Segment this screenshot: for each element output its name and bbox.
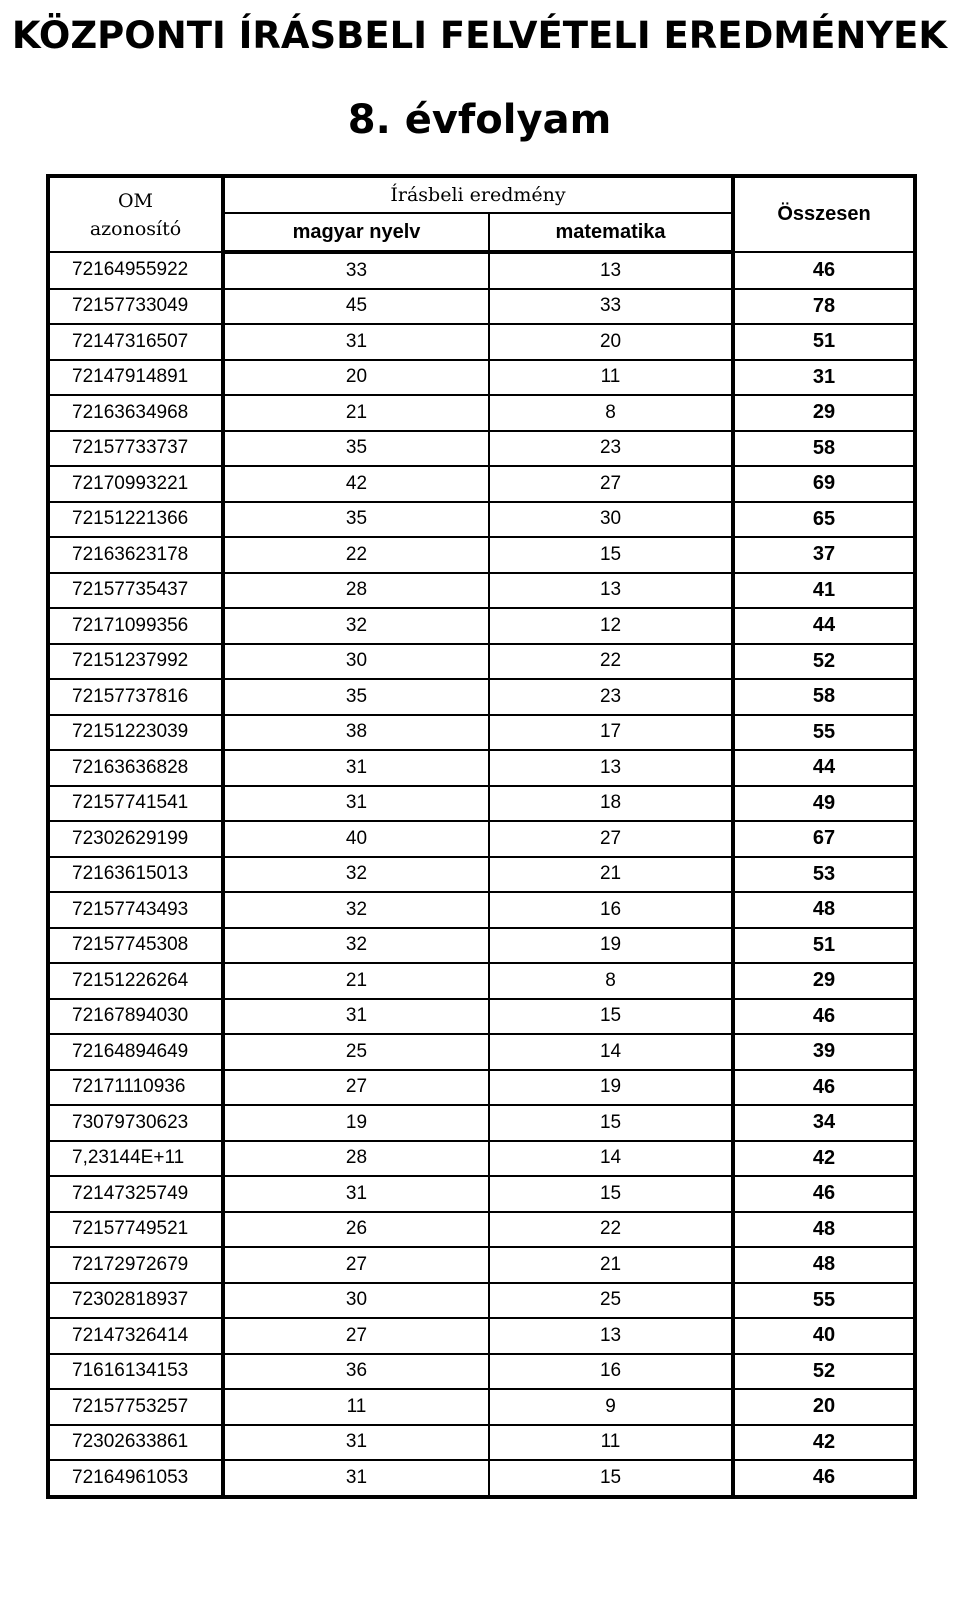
math-score-cell: 19 [489, 928, 733, 964]
total-score-cell: 78 [733, 289, 915, 325]
total-score-cell: 31 [733, 360, 915, 396]
math-score-cell: 15 [489, 537, 733, 573]
math-score-cell: 22 [489, 644, 733, 680]
om-id-cell: 71616134153 [48, 1354, 223, 1390]
table-row [48, 892, 915, 928]
written-result-header: Írásbeli eredmény [223, 176, 733, 213]
hungarian-score-cell: 31 [223, 1460, 489, 1497]
hungarian-score-cell: 30 [223, 644, 489, 680]
om-id-cell: 72157733737 [48, 431, 223, 467]
page-title: KÖZPONTI ÍRÁSBELI FELVÉTELI EREDMÉNYEK [11, 14, 948, 57]
hungarian-score-cell: 35 [223, 431, 489, 467]
table-row [48, 1141, 915, 1177]
total-score-cell: 29 [733, 395, 915, 431]
table-row [48, 644, 915, 680]
om-id-cell: 73079730623 [48, 1105, 223, 1141]
total-score-cell: 44 [733, 750, 915, 786]
hungarian-score-cell: 19 [223, 1105, 489, 1141]
hungarian-score-cell: 40 [223, 821, 489, 857]
table-row [48, 608, 915, 644]
om-id-cell: 72147325749 [48, 1176, 223, 1212]
hungarian-score-cell: 31 [223, 324, 489, 360]
hungarian-score-cell: 31 [223, 1176, 489, 1212]
total-score-cell: 29 [733, 963, 915, 999]
om-id-header-line1: OM [117, 189, 154, 212]
math-score-cell: 14 [489, 1034, 733, 1070]
hungarian-score-cell: 36 [223, 1354, 489, 1390]
math-score-cell: 25 [489, 1283, 733, 1319]
om-id-cell: 72171099356 [48, 608, 223, 644]
om-id-cell: 72147914891 [48, 360, 223, 396]
om-id-cell: 72157743493 [48, 892, 223, 928]
table-row [48, 1389, 915, 1425]
total-score-cell: 58 [733, 431, 915, 467]
math-score-cell: 15 [489, 1105, 733, 1141]
table-row [48, 252, 915, 289]
total-score-cell: 41 [733, 573, 915, 609]
hungarian-score-cell: 32 [223, 928, 489, 964]
table-row [48, 324, 915, 360]
hungarian-score-cell: 31 [223, 750, 489, 786]
hungarian-score-cell: 31 [223, 786, 489, 822]
math-score-cell: 16 [489, 1354, 733, 1390]
total-score-cell: 46 [733, 1176, 915, 1212]
om-id-cell: 72157753257 [48, 1389, 223, 1425]
table-row [48, 1070, 915, 1106]
table-row [48, 1105, 915, 1141]
table-row [48, 289, 915, 325]
total-score-cell: 49 [733, 786, 915, 822]
total-score-cell: 34 [733, 1105, 915, 1141]
table-row [48, 679, 915, 715]
table-header [48, 176, 915, 252]
hungarian-score-cell: 27 [223, 1070, 489, 1106]
total-score-cell: 52 [733, 644, 915, 680]
math-header: matematika [489, 213, 733, 252]
math-score-cell: 17 [489, 715, 733, 751]
table-row [48, 395, 915, 431]
om-id-cell: 72163634968 [48, 395, 223, 431]
om-id-cell: 72164894649 [48, 1034, 223, 1070]
om-id-header-line2: azonosító [89, 217, 182, 240]
om-id-cell: 72157749521 [48, 1212, 223, 1248]
total-score-cell: 42 [733, 1425, 915, 1461]
math-score-cell: 12 [489, 608, 733, 644]
hungarian-score-cell: 28 [223, 573, 489, 609]
om-id-cell: 72302633861 [48, 1425, 223, 1461]
om-id-cell: 72157733049 [48, 289, 223, 325]
total-score-cell: 46 [733, 1460, 915, 1497]
om-id-cell: 72151237992 [48, 644, 223, 680]
om-id-header [48, 176, 223, 252]
results-table [46, 174, 917, 1499]
hungarian-score-cell: 32 [223, 608, 489, 644]
om-id-cell: 72171110936 [48, 1070, 223, 1106]
hungarian-score-cell: 21 [223, 395, 489, 431]
table-row [48, 1425, 915, 1461]
table-row [48, 715, 915, 751]
total-score-cell: 37 [733, 537, 915, 573]
hungarian-score-cell: 30 [223, 1283, 489, 1319]
hungarian-score-cell: 22 [223, 537, 489, 573]
hungarian-score-cell: 11 [223, 1389, 489, 1425]
math-score-cell: 20 [489, 324, 733, 360]
math-score-cell: 15 [489, 1176, 733, 1212]
om-id-cell: 72163636828 [48, 750, 223, 786]
total-score-cell: 46 [733, 999, 915, 1035]
om-id-cell: 72163615013 [48, 857, 223, 893]
hungarian-score-cell: 33 [223, 252, 489, 289]
hungarian-score-cell: 20 [223, 360, 489, 396]
total-score-cell: 46 [733, 252, 915, 289]
om-id-cell: 72302818937 [48, 1283, 223, 1319]
table-row [48, 466, 915, 502]
math-score-cell: 14 [489, 1141, 733, 1177]
total-score-cell: 48 [733, 1247, 915, 1283]
total-score-cell: 58 [733, 679, 915, 715]
hungarian-score-cell: 32 [223, 857, 489, 893]
hungarian-score-cell: 21 [223, 963, 489, 999]
total-score-cell: 55 [733, 1283, 915, 1319]
hungarian-score-cell: 45 [223, 289, 489, 325]
hungarian-score-cell: 27 [223, 1318, 489, 1354]
om-id-cell: 72164961053 [48, 1460, 223, 1497]
table-row [48, 963, 915, 999]
math-score-cell: 15 [489, 1460, 733, 1497]
math-score-cell: 16 [489, 892, 733, 928]
hungarian-score-cell: 42 [223, 466, 489, 502]
total-score-cell: 48 [733, 892, 915, 928]
hungarian-score-cell: 26 [223, 1212, 489, 1248]
math-score-cell: 23 [489, 679, 733, 715]
page-subtitle: 8. évfolyam [347, 97, 612, 143]
math-score-cell: 33 [489, 289, 733, 325]
math-score-cell: 13 [489, 252, 733, 289]
total-score-cell: 53 [733, 857, 915, 893]
hungarian-score-cell: 35 [223, 679, 489, 715]
table-row [48, 999, 915, 1035]
total-score-cell: 46 [733, 1070, 915, 1106]
table-body [48, 252, 915, 1497]
total-score-cell: 55 [733, 715, 915, 751]
total-score-cell: 67 [733, 821, 915, 857]
hungarian-score-cell: 25 [223, 1034, 489, 1070]
hungarian-score-cell: 38 [223, 715, 489, 751]
om-id-cell: 72151221366 [48, 502, 223, 538]
math-score-cell: 21 [489, 857, 733, 893]
table-row [48, 786, 915, 822]
total-score-cell: 40 [733, 1318, 915, 1354]
table-row [48, 750, 915, 786]
table-row [48, 1176, 915, 1212]
hungarian-score-cell: 27 [223, 1247, 489, 1283]
math-score-cell: 15 [489, 999, 733, 1035]
om-id-cell: 72157745308 [48, 928, 223, 964]
hungarian-score-cell: 31 [223, 1425, 489, 1461]
table-row [48, 1247, 915, 1283]
hungarian-score-cell: 31 [223, 999, 489, 1035]
om-id-cell: 72157735437 [48, 573, 223, 609]
total-score-cell: 51 [733, 324, 915, 360]
om-id-cell: 72151226264 [48, 963, 223, 999]
table-row [48, 1034, 915, 1070]
table-row [48, 431, 915, 467]
total-score-cell: 69 [733, 466, 915, 502]
total-score-cell: 65 [733, 502, 915, 538]
table-row [48, 573, 915, 609]
math-score-cell: 9 [489, 1389, 733, 1425]
om-id-cell: 72164955922 [48, 252, 223, 289]
om-id-cell: 72157741541 [48, 786, 223, 822]
math-score-cell: 30 [489, 502, 733, 538]
om-id-cell: 72170993221 [48, 466, 223, 502]
hungarian-header: magyar nyelv [223, 213, 489, 252]
math-score-cell: 11 [489, 360, 733, 396]
hungarian-score-cell: 32 [223, 892, 489, 928]
total-score-cell: 48 [733, 1212, 915, 1248]
om-id-cell: 72167894030 [48, 999, 223, 1035]
math-score-cell: 21 [489, 1247, 733, 1283]
math-score-cell: 8 [489, 395, 733, 431]
hungarian-score-cell: 28 [223, 1141, 489, 1177]
table-row [48, 928, 915, 964]
total-score-cell: 52 [733, 1354, 915, 1390]
math-score-cell: 8 [489, 963, 733, 999]
math-score-cell: 18 [489, 786, 733, 822]
om-id-cell: 72163623178 [48, 537, 223, 573]
table-row [48, 857, 915, 893]
total-score-cell: 44 [733, 608, 915, 644]
om-id-cell: 72147316507 [48, 324, 223, 360]
total-score-cell: 39 [733, 1034, 915, 1070]
om-id-cell: 72157737816 [48, 679, 223, 715]
table-row [48, 1318, 915, 1354]
math-score-cell: 11 [489, 1425, 733, 1461]
table-row [48, 537, 915, 573]
hungarian-score-cell: 35 [223, 502, 489, 538]
table-row [48, 1460, 915, 1497]
total-score-cell: 51 [733, 928, 915, 964]
table-row [48, 360, 915, 396]
math-score-cell: 19 [489, 1070, 733, 1106]
math-score-cell: 23 [489, 431, 733, 467]
table-row [48, 1212, 915, 1248]
math-score-cell: 22 [489, 1212, 733, 1248]
om-id-cell: 72172972679 [48, 1247, 223, 1283]
om-id-cell: 72302629199 [48, 821, 223, 857]
math-score-cell: 27 [489, 466, 733, 502]
total-header: Összesen [733, 176, 915, 252]
om-id-cell: 7,23144E+11 [48, 1141, 223, 1177]
math-score-cell: 13 [489, 1318, 733, 1354]
table-row [48, 821, 915, 857]
math-score-cell: 13 [489, 750, 733, 786]
table-row [48, 502, 915, 538]
table-row [48, 1283, 915, 1319]
math-score-cell: 27 [489, 821, 733, 857]
table-row [48, 1354, 915, 1390]
math-score-cell: 13 [489, 573, 733, 609]
total-score-cell: 20 [733, 1389, 915, 1425]
total-score-cell: 42 [733, 1141, 915, 1177]
om-id-cell: 72147326414 [48, 1318, 223, 1354]
om-id-cell: 72151223039 [48, 715, 223, 751]
